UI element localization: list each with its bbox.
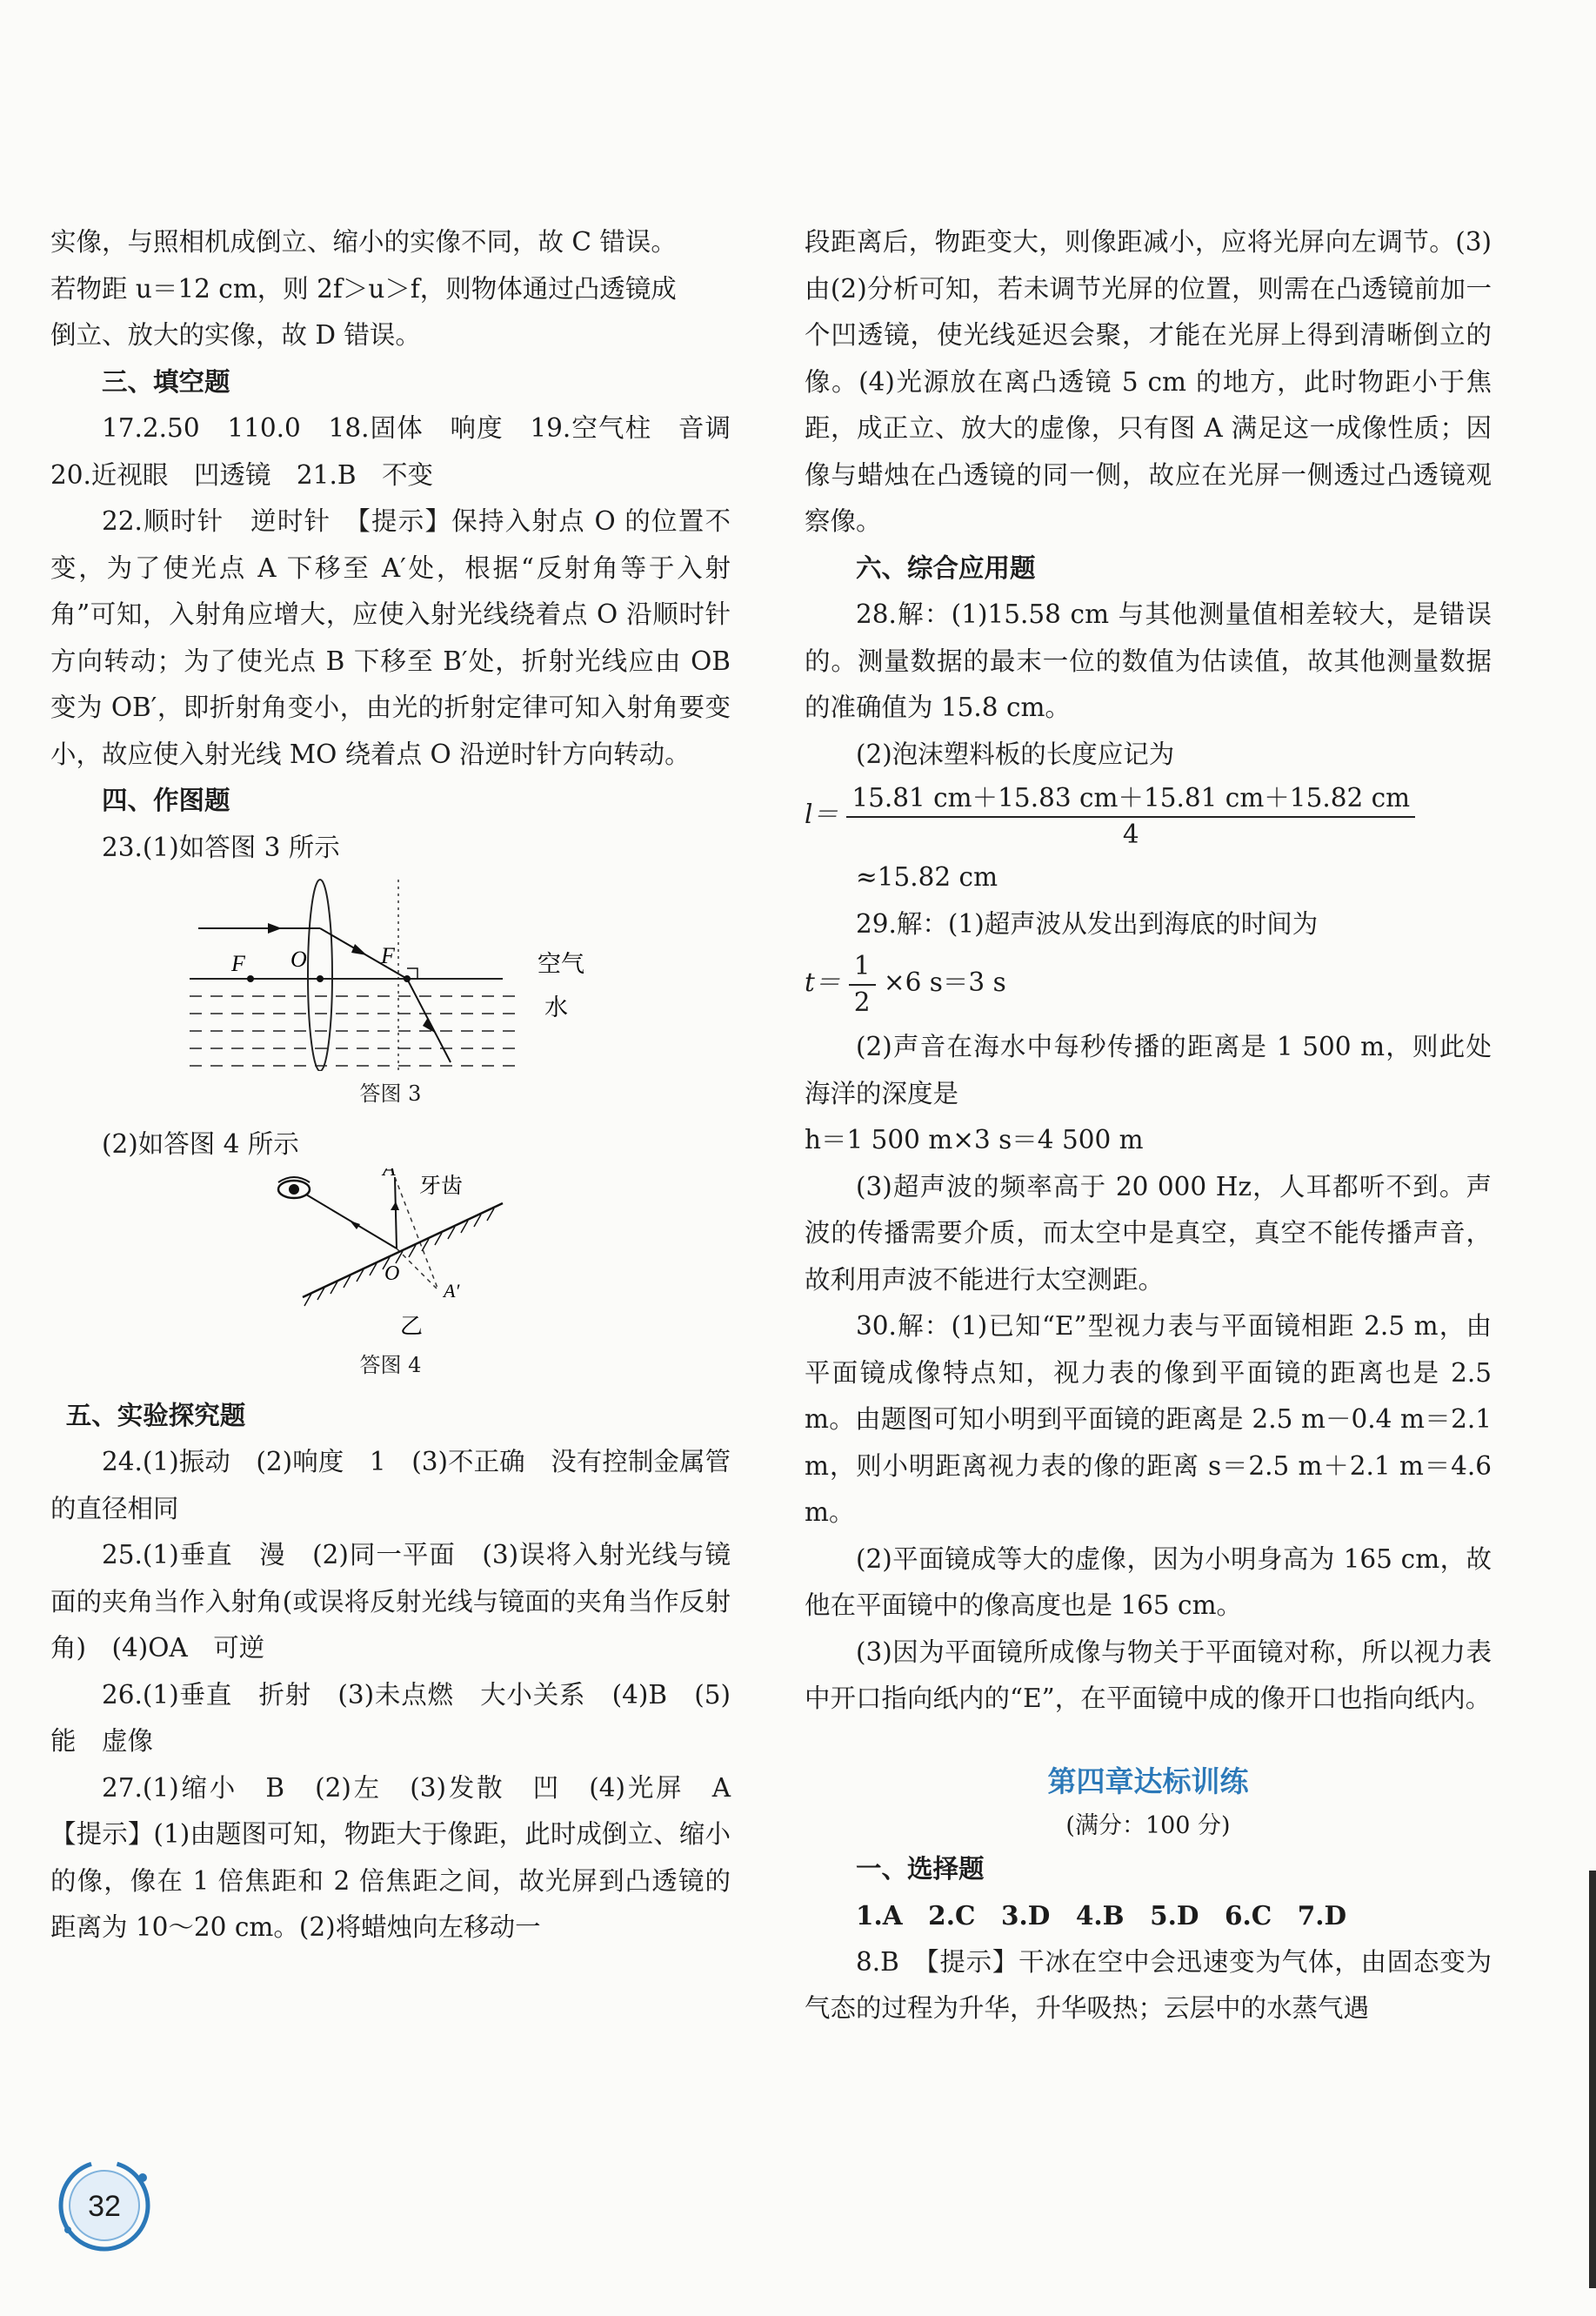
page-number-badge <box>52 2153 157 2258</box>
optical-center-label: O <box>290 947 307 972</box>
scan-edge-shadow <box>1589 1871 1596 2288</box>
answer-8: 8.B 【提示】干冰在空中会迅速变为气体，由固态变为气态的过程为升华，升华吸热；云层中的水蒸气遇 <box>805 1946 1492 2023</box>
section-heading-choice: 一、选择题 <box>856 1853 985 1884</box>
left-column <box>50 219 757 1951</box>
figure-3-caption: 答图 3 <box>359 1081 422 1106</box>
answer-27-continued: 段距离后，物距变大，则像距减小，应将光屏向左调节。(3)由(2)分析可知，若未调节光屏的位置，则需在凸透镜前加一个凹透镜，使光线延迟会聚，才能在光屏上得到清晰倒立的像。(4)光源放在离凸透镜 5 cm 的地方，此时物距小于焦距，成正立、放大的虚像，只有图 A 满足这一成像性质；因像与蜡烛在凸透镜的同一侧，故应在光屏一侧透过凸透镜观察像。 <box>805 227 1492 536</box>
point-o-label: O <box>384 1262 400 1285</box>
full-score: (满分：100 分) <box>1065 1811 1231 1839</box>
section-heading-drawing: 四、作图题 <box>102 786 230 815</box>
depth-equation: h＝1 500 m×3 s＝4 500 m <box>805 1125 1144 1155</box>
answer-29-2: (2)声音在海水中每秒传播的距离是 1 500 m，则此处海洋的深度是 <box>805 1032 1492 1108</box>
page-number-circle-icon <box>52 2153 157 2258</box>
answer-23-1: 23.(1)如答图 3 所示 <box>102 832 340 862</box>
point-a-label: A <box>383 1168 396 1181</box>
formula-numerator: 15.81 cm＋15.83 cm＋15.81 cm＋15.82 cm <box>846 783 1415 818</box>
answer-30: 30.解：(1)已知“E”型视力表与平面镜相距 2.5 m，由平面镜成像特点知，视力表的像到平面镜的距离也是 2.5 m。由题图可知小明到平面镜的距离是 2.5 m－0.4 m＝2.1 m，则小明距离视力表的像的距离 s＝2.5 m＋2.1 m＝4.6 m。 <box>805 1311 1492 1527</box>
answer-23-2: (2)如答图 4 所示 <box>102 1129 299 1159</box>
figure-4 <box>50 1168 731 1342</box>
formula-lhs: l＝ <box>805 800 838 829</box>
text-line: 若物距 u＝12 cm，则 2f＞u＞f，则物体通过凸透镜成 <box>50 273 677 304</box>
tooth-label: 牙齿 <box>419 1172 464 1198</box>
focus-label-left: F <box>231 951 245 976</box>
time-fraction <box>849 951 876 1017</box>
text-line: 实像，与照相机成倒立、缩小的实像不同，故 C 错误。 <box>50 227 677 257</box>
formula-result: ≈15.82 cm <box>856 862 998 892</box>
multiple-choice-answers: 1.A 2.C 3.D 4.B 5.D 6.C 7.D <box>856 1900 1347 1931</box>
section-heading-application: 六、综合应用题 <box>856 552 1036 583</box>
image-a-label: A′ <box>444 1279 460 1302</box>
answer-22: 22.顺时针 逆时针 【提示】保持入射点 O 的位置不变，为了使光点 A 下移至 A′处，根据“反射角等于入射角”可知，入射角应增大，应使入射光线绕着点 O 沿顺时针方向转动；为了使光点 B 下移至 B′处，折射光线应由 OB 变为 OB′，即折射角变小，由光的折射定律可知入射角要变小，故应使入射光线 MO 绕着点 O 沿逆时针方向转动。 <box>50 506 731 769</box>
answer-28: 28.解：(1)15.58 cm 与其他测量值相差较大，是错误的。测量数据的最末一位的数值为估读值，故其他测量数据的准确值为 15.8 cm。 <box>805 599 1492 722</box>
mirror-diagram <box>50 1168 731 1342</box>
answer-26: 26.(1)垂直 折射 (3)未点燃 大小关系 (4)B (5)能 虚像 <box>50 1679 731 1756</box>
page-number: 32 <box>88 2190 121 2223</box>
figure-3 <box>50 871 731 1071</box>
water-label: 水 <box>544 994 568 1021</box>
length-formula <box>805 783 1492 849</box>
sub-figure-label: 乙 <box>400 1313 424 1340</box>
air-label: 空气 <box>538 951 584 978</box>
focus-label-right: F <box>381 943 395 968</box>
formula-denominator: 4 <box>1122 820 1139 849</box>
formula-fraction <box>846 783 1415 849</box>
refraction-diagram <box>50 871 731 1071</box>
time-denominator: 2 <box>853 987 871 1017</box>
section-heading-fill: 三、填空题 <box>102 366 230 397</box>
chapter-title: 第四章达标训练 <box>1047 1764 1249 1798</box>
answer-27: 27.(1)缩小 B (2)左 (3)发散 凹 (4)光屏 A 【提示】(1)由题图可知，物距大于像距，此时成倒立、缩小的像，像在 1 倍焦距和 2 倍焦距之间，故光屏到凸透镜的距离为 10～20 cm。(2)将蜡烛向左移动一 <box>50 1772 757 1942</box>
answer-29: 29.解：(1)超声波从发出到海底的时间为 <box>856 908 1319 939</box>
time-numerator: 1 <box>849 951 876 986</box>
answer-17-21: 17.2.50 110.0 18.固体 响度 19.空气柱 音调 20.近视眼 凹透镜 21.B 不变 <box>50 413 757 490</box>
answer-30-2: (2)平面镜成等大的虚像，因为小明身高为 165 cm，故他在平面镜中的像高度也是 165 cm。 <box>805 1543 1492 1620</box>
time-formula <box>805 951 1492 1017</box>
answer-24: 24.(1)振动 (2)响度 1 (3)不正确 没有控制金属管的直径相同 <box>50 1447 731 1523</box>
answer-29-3: (3)超声波的频率高于 20 000 Hz，人耳都听不到。声波的传播需要介质，而太空中是真空，真空不能传播声音，故利用声波不能进行太空测距。 <box>805 1171 1492 1295</box>
text-line: 倒立、放大的实像，故 D 错误。 <box>50 320 421 350</box>
section-heading-experiment: 五、实验探究题 <box>65 1400 246 1430</box>
right-column <box>805 219 1492 2032</box>
time-lhs: t＝ <box>805 967 841 997</box>
answer-28-2: (2)泡沫塑料板的长度应记为 <box>856 739 1175 769</box>
time-rhs: ×6 s＝3 s <box>883 967 1006 997</box>
answer-25: 25.(1)垂直 漫 (2)同一平面 (3)误将入射光线与镜面的夹角当作入射角(或误将反射光线与镜面的夹角当作反射角) (4)OA 可逆 <box>50 1540 731 1663</box>
answer-30-3: (3)因为平面镜所成像与物关于平面镜对称，所以视力表中开口指向纸内的“E”，在平面镜中成的像开口也指向纸内。 <box>805 1637 1492 1713</box>
figure-4-caption: 答图 4 <box>359 1352 422 1377</box>
